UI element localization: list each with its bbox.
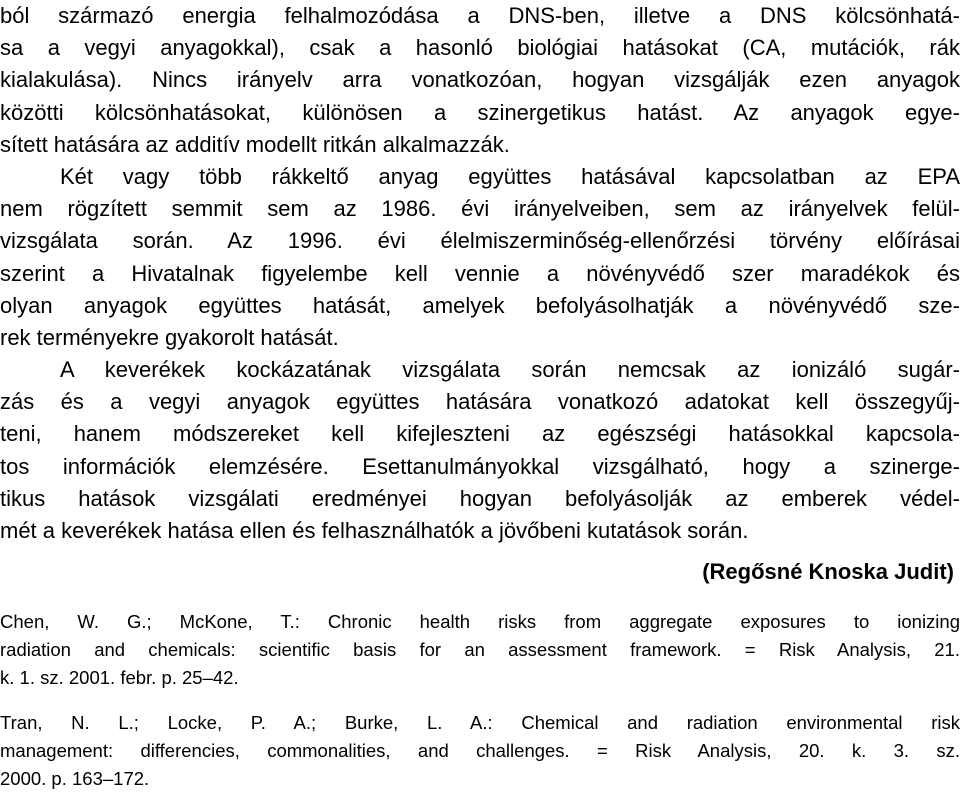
paragraph-line: ból származó energia felhalmozódása a DNS-ben, illetve a DNS kölcsönhatá- — [0, 3, 960, 28]
paragraph-line: A keverékek kockázatának vizsgálata során nemcsak az ionizáló sugár- — [60, 357, 960, 383]
paragraph-3 — [0, 354, 960, 547]
author-signature: (Regősné Knoska Judit) — [702, 559, 954, 584]
paragraph-line: mét a keverékek hatása ellen és felhasználhatók a jövőbeni kutatások során. — [0, 518, 749, 543]
paragraph-line: vizsgálata során. Az 1996. évi élelmiszerminőség-ellenőrzési törvény előírásai — [0, 228, 960, 254]
paragraph-line: olyan anyagok együttes hatását, amelyek befolyásolhatják a növényvédő sze- — [0, 292, 960, 318]
reference-list — [0, 608, 960, 810]
paragraph-line: kialakulása). Nincs irányelv arra vonatkozóan, hogyan vizsgálják ezen anyagok — [0, 67, 960, 93]
paragraph-line: zás és a vegyi anyagok együttes hatására vonatkozó adatokat kell összegyűj- — [0, 389, 960, 415]
reference-line: k. 1. sz. 2001. febr. p. 25–42. — [0, 667, 239, 688]
paragraph-line: tikus hatások vizsgálati eredményei hogyan befolyásolják az emberek védel- — [0, 485, 960, 511]
paragraph-2 — [0, 161, 960, 354]
reference-line: radiation and chemicals: scientific basis for an assessment framework. = Risk Analysis, 21. — [0, 639, 960, 660]
paragraph-line: sített hatására az additív modellt ritkán alkalmazzák. — [0, 131, 510, 157]
paragraph-1 — [0, 0, 960, 161]
reference-item — [0, 608, 960, 692]
reference-line: Chen, W. G.; McKone, T.: Chronic health risks from aggregate exposures to ionizing — [0, 611, 960, 632]
paragraph-line: szerint a Hivatalnak figyelembe kell vennie a növényvédő szer maradékok és — [0, 260, 960, 286]
reference-line: management: differencies, commonalities, and challenges. = Risk Analysis, 20. k. 3. sz. — [0, 740, 960, 761]
paragraph-line: sa a vegyi anyagokkal), csak a hasonló biológiai hatásokat (CA, mutációk, rák — [0, 35, 960, 61]
paragraph-line: közötti kölcsönhatásokat, különösen a szinergetikus hatást. Az anyagok egye- — [0, 99, 960, 125]
paragraph-line: nem rögzített semmit sem az 1986. évi irányelveiben, sem az irányelvek felül- — [0, 196, 960, 222]
paragraph-line: rek terményekre gyakorolt hatását. — [0, 324, 339, 350]
reference-line: 2000. p. 163–172. — [0, 768, 150, 789]
paragraph-line: tos információk elemzésére. Esettanulmányokkal vizsgálható, hogy a szinerge- — [0, 453, 960, 479]
reference-line: Tran, N. L.; Locke, P. A.; Burke, L. A.: Chemical and radiation environmental risk — [0, 712, 960, 733]
paragraph-line: teni, hanem módszereket kell kifejleszteni az egészségi hatásokkal kapcsola- — [0, 421, 960, 447]
paragraph-line: Két vagy több rákkeltő anyag együttes hatásával kapcsolatban az EPA — [60, 163, 960, 189]
reference-item — [0, 709, 960, 793]
